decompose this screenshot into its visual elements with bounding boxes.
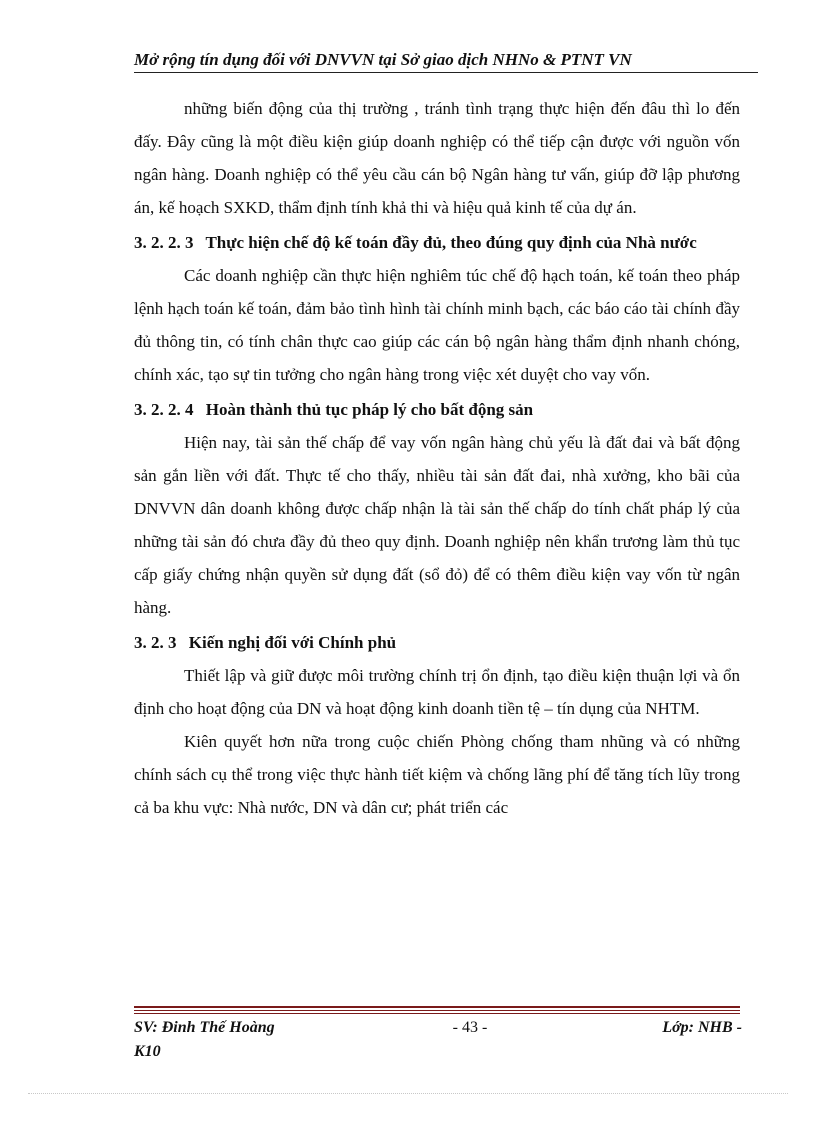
section-number: 3. 2. 3 [134,633,177,652]
page-bottom-dotted-edge [28,1093,788,1094]
header-rule [134,72,758,73]
page-content [134,92,740,824]
footer-rule-thick [134,1006,740,1008]
footer-rule-thin-2 [134,1013,740,1014]
footer-student-name: SV: Đinh Thế Hoàng K10 [134,1019,275,1060]
footer-rule-thin [134,1010,740,1011]
section-number: 3. 2. 2. 3 [134,233,194,252]
running-header-title: Mở rộng tín dụng đối với DNVVN tại Sở giao dịch NHNo & PTNT VN [134,50,632,69]
section-title: Thực hiện chế độ kế toán đầy đủ, theo đúng quy định của Nhà nước [205,233,697,252]
section-heading-3-2-3 [134,626,740,659]
section-title: Hoàn thành thủ tục pháp lý cho bất động sản [205,400,534,419]
section-title: Kiến nghị đối với Chính phủ [188,633,397,652]
footer-class: Lớp: NHB - [662,1019,742,1036]
paragraph-1: những biến động của thị trường , tránh tình trạng thực hiện đến đâu thì lo đến đấy. Đây cũng là một điều kiện giúp doanh nghiệp có thể tiếp cận được với nguồn vốn ngân hàng. Doanh nghiệp có thể yêu cầu cán bộ Ngân hàng tư vấn, giúp đỡ lập phương án, kế hoạch SXKD, thẩm định tính khả thi và hiệu quả kinh tế của dự án. [134,99,740,217]
section-number: 3. 2. 2. 4 [134,400,194,419]
footer-page-number: - 43 - [452,1019,488,1036]
section-heading-3-2-2-4 [134,393,740,426]
paragraph-3: Hiện nay, tài sản thế chấp để vay vốn ngân hàng chủ yếu là đất đai và bất động sản gắn liền với đất. Thực tế cho thấy, nhiều tài sản đất đai, nhà xưởng, kho bãi của DNVVN dân doanh không được chấp nhận là tài sản thế chấp do tính chất pháp lý của những tài sản đó chưa đầy đủ theo quy định. Doanh nghiệp nên khẩn trương làm thủ tục cấp giấy chứng nhận quyền sử dụng đất (sổ đỏ) để có thêm điều kiện vay vốn từ ngân hàng. [134,433,740,617]
paragraph-4: Thiết lập và giữ được môi trường chính trị ổn định, tạo điều kiện thuận lợi và ổn định cho hoạt động của DN và hoạt động kinh doanh tiền tệ – tín dụng của NHTM. [134,666,740,718]
section-heading-3-2-2-3 [134,226,740,259]
paragraph-2: Các doanh nghiệp cần thực hiện nghiêm túc chế độ hạch toán, kế toán theo pháp lệnh hạch toán kế toán, đảm bảo tình hình tài chính minh bạch, các báo cáo tài chính đầy đủ thông tin, có tính chân thực cao giúp các cán bộ ngân hàng thẩm định nhanh chóng, chính xác, tạo sự tin tưởng cho ngân hàng trong việc xét duyệt cho vay vốn. [134,266,740,384]
paragraph-5: Kiên quyết hơn nữa trong cuộc chiến Phòng chống tham nhũng và có những chính sách cụ thể trong việc thực hành tiết kiệm và chống lãng phí để tăng tích lũy trong cả ba khu vực: Nhà nước, DN và dân cư; phát triển các [134,732,740,817]
